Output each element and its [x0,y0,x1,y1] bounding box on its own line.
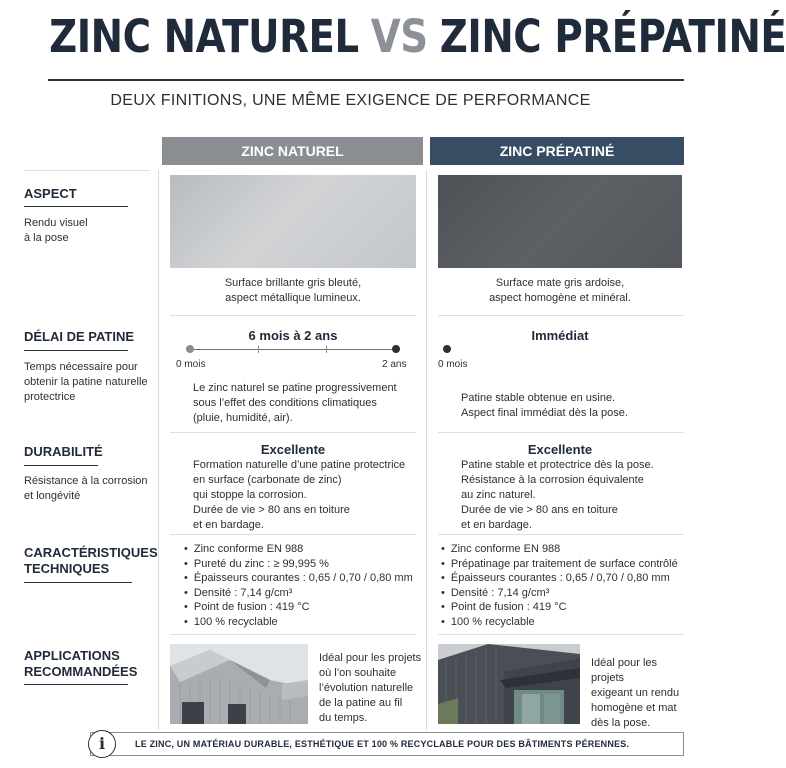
list-item: • Point de fusion : 419 °C [184,600,413,615]
footer-banner [90,732,684,756]
section-title-patine: DÉLAI DE PATINE [24,329,135,344]
column-header-naturel: ZINC NATUREL [162,137,423,165]
applications-prepatine-text: Idéal pour les projets exigeant un rendu homogène et mat dès la pose. [591,657,680,729]
patine-naturel-headline: 6 mois à 2 ans [248,328,338,343]
row-separator [438,634,684,635]
caracteristiques-prepatine-list [441,542,678,629]
timeline-immediate-dot [443,345,451,353]
aspect-prepatine-text: Surface mate gris ardoise, aspect homogène et minéral. [489,277,631,304]
timeline-end-dot [392,345,400,353]
list-item: • 100 % recyclable [441,615,678,630]
row-separator [438,315,684,316]
timeline-tick [258,346,259,353]
section-title-aspect: ASPECT [24,186,77,201]
photo-naturel-building [170,644,308,724]
row-separator [24,170,150,171]
list-item: • 100 % recyclable [184,615,413,630]
info-icon: i [88,730,116,758]
section-title-durabilite: DURABILITÉ [24,444,103,459]
patine-prepatine-headline: Immédiat [531,328,589,343]
swatch-naturel [170,175,416,268]
row-separator [170,315,416,316]
row-separator [438,432,684,433]
list-item: • Densité : 7,14 g/cm³ [441,586,678,601]
section-title-applications: APPLICATIONS RECOMMANDÉES [24,648,138,679]
section-underline [24,206,128,207]
list-item: • Épaisseurs courantes : 0,65 / 0,70 / 0,80 mm [441,571,678,586]
patine-timeline [190,349,396,350]
timeline-start-label: 0 mois [176,359,206,370]
aspect-naturel-text: Surface brillante gris bleuté, aspect métallique lumineux. [224,277,362,304]
durabilite-prepatine-text: Patine stable et protectrice dès la pose. Résistance à la corrosion équivalente au zinc naturel. Durée de vie > 80 ans en toiture et en bardage. [461,459,654,531]
timeline-start-dot [186,345,194,353]
durabilite-prepatine-headline: Excellente [527,442,593,457]
durabilite-naturel-headline: Excellente [260,442,326,457]
section-desc-aspect: Rendu visuel à la pose [24,217,88,244]
column-divider-middle [426,170,427,730]
section-underline [24,582,132,583]
list-item: • Point de fusion : 419 °C [441,600,678,615]
title-right: ZINC PRÉPATINÉ [439,10,786,63]
timeline-tick [326,346,327,353]
building-prepatine-illustration [438,644,580,724]
list-item: • Zinc conforme EN 988 [441,542,678,557]
list-item: • Densité : 7,14 g/cm³ [184,586,413,601]
applications-naturel-text: Idéal pour les projets où l’on souhaite l’évolution naturelle de la patine au fil du temps. [319,652,422,724]
title-vs: VS [370,10,428,63]
column-divider-left [158,170,159,730]
row-separator [170,432,416,433]
swatch-prepatine [438,175,682,268]
section-title-caracteristiques: CARACTÉRISTIQUES TECHNIQUES [24,545,158,576]
column-header-prepatine: ZINC PRÉPATINÉ [430,137,684,165]
section-desc-durabilite: Résistance à la corrosion et longévité [24,475,148,502]
list-item: • Zinc conforme EN 988 [184,542,413,557]
section-underline [24,350,128,351]
title-divider [48,79,684,81]
section-desc-patine: Temps nécessaire pour obtenir la patine naturelle protectrice [24,361,148,403]
building-naturel-illustration [170,644,308,724]
row-separator [438,534,684,535]
photo-prepatine-building [438,644,580,724]
list-item: • Prépatinage par traitement de surface contrôlé [441,557,678,572]
section-underline [24,684,128,685]
list-item: • Épaisseurs courantes : 0,65 / 0,70 / 0,80 mm [184,571,413,586]
list-item: • Pureté du zinc : ≥ 99,995 % [184,557,413,572]
timeline-immediate-label: 0 mois [438,359,468,370]
title-left: ZINC NATUREL [49,10,359,63]
footer-text: LE ZINC, UN MATÉRIAU DURABLE, ESTHÉTIQUE ET 100 % RECYCLABLE POUR DES BÂTIMENTS PÉRENNES. [135,739,630,749]
patine-naturel-text: Le zinc naturel se patine progressivement sous l’effet des conditions climatiques (pluie, humidité, air). [193,382,397,424]
row-separator [170,534,416,535]
section-underline [24,465,98,466]
caracteristiques-naturel-list [184,542,413,629]
page-title [49,6,786,68]
patine-prepatine-text: Patine stable obtenue en usine. Aspect final immédiat dès la pose. [461,392,628,419]
durabilite-naturel-text: Formation naturelle d’une patine protectrice en surface (carbonate de zinc) qui stoppe la corrosion. Durée de vie > 80 ans en toiture et en bardage. [193,459,406,531]
page-subtitle: DEUX FINITIONS, UNE MÊME EXIGENCE DE PERFORMANCE [110,92,591,109]
row-separator [170,634,416,635]
timeline-end-label: 2 ans [382,359,407,370]
